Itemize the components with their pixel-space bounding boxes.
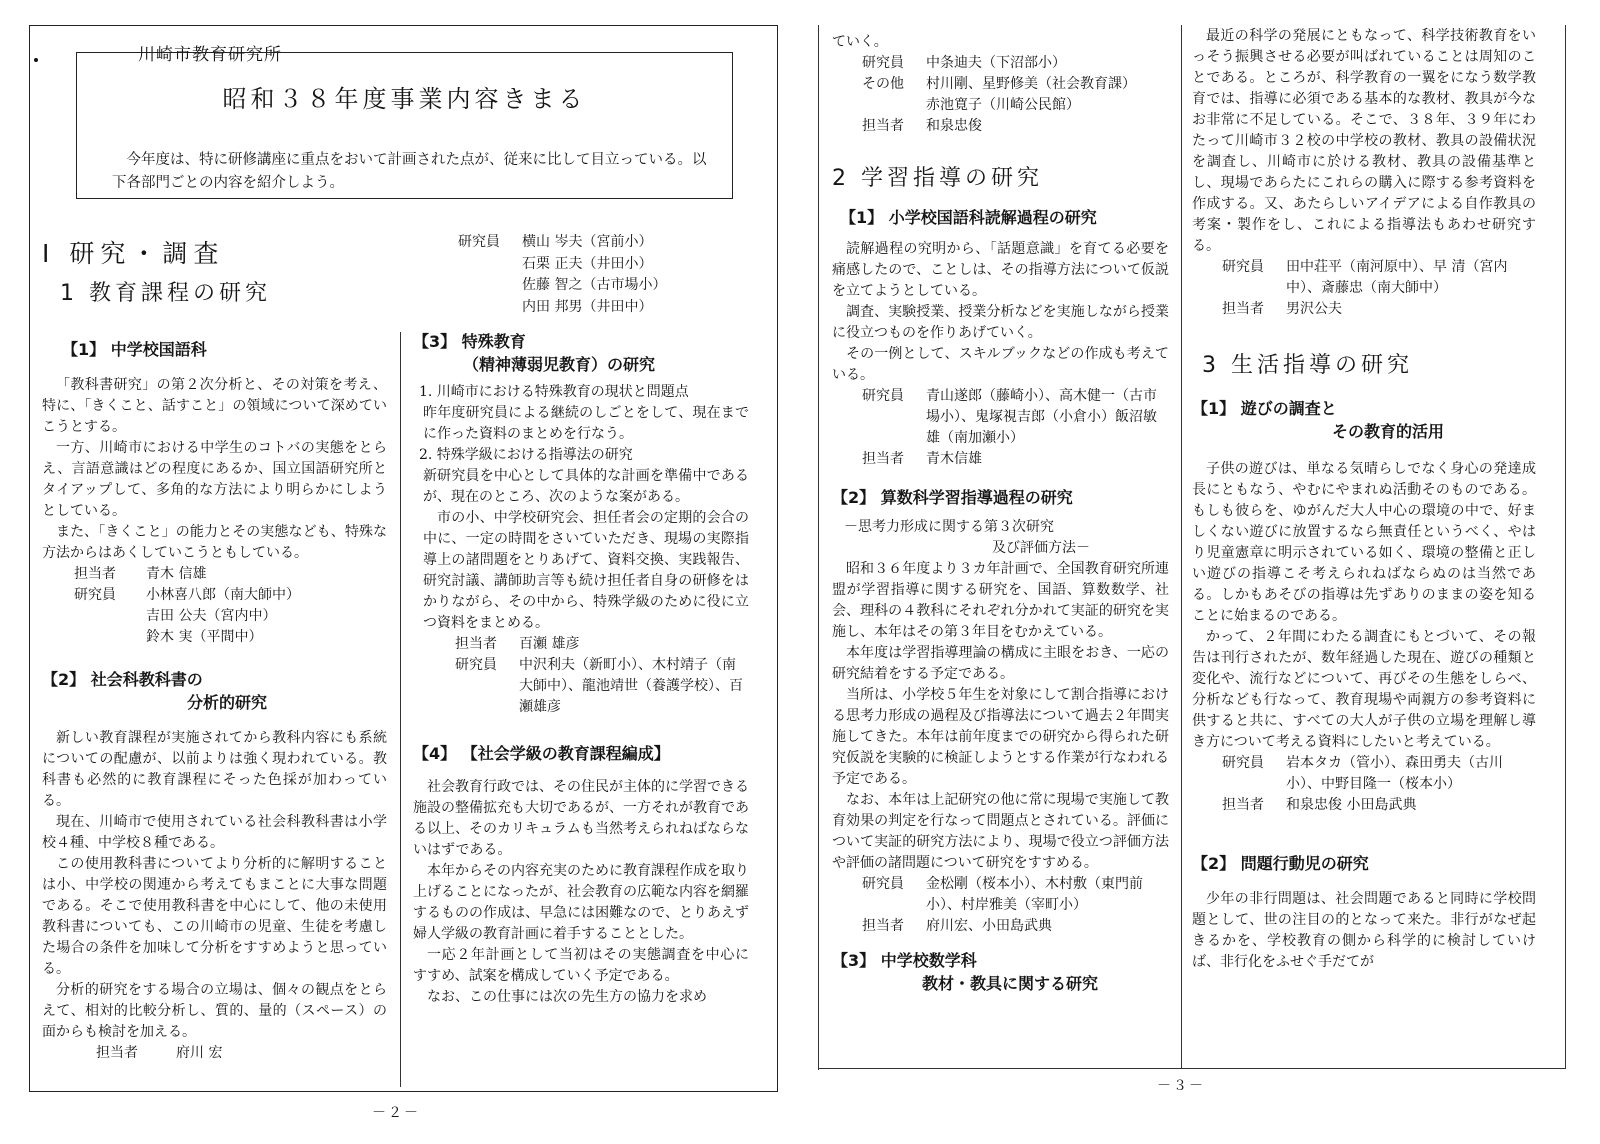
paragraph: 昭和３６年度より３カ年計画で、全国教育研究所連盟が学習指導に関する研究を、国語、算数数学、社会、理科の４教科にそれぞれ分かれて実証的研究を実施し、本年はその第３年目をむかえている。 [832,561,1169,640]
subsection-title: 【4】 【社会学級の教育課程編成】 [413,744,670,763]
paragraph: その一例として、スキルブックなどの作成も考えている。 [832,346,1169,383]
paragraph: 少年の非行問題は、社会問題であると同時に学校問題として、世の注目の的となって来た。非行がなぜ起きるかを、学校教育の側から科学的に検討していけば、非行化をふせぐ手だてが [1192,891,1536,970]
staff-list [74,564,387,648]
subsection-title-line: （精神薄弱児教育）の研究 [463,355,656,374]
staff-name: 田中荘平（南河原中）、早 清（宮内中）、斎藤忠（南大師中） [1286,259,1508,296]
staff-name: 男沢公夫 [1286,301,1342,317]
column-2 [413,330,749,1008]
paragraph: また、「きくこと」の能力とその実態なども、特殊な方法からはあくしていこうともしている。 [42,524,387,561]
staff-name: 鈴木 実（平間中） [146,629,263,645]
subsection-title-line: 【2】 社会科教科書の [42,670,203,689]
staff-role: 担当者 [862,918,904,934]
paragraph: 本年度は学習指導理論の構成に主眼をおき、一応の研究結着をする予定である。 [832,645,1169,682]
staff-name: 小林喜八郎（南大師中） [146,587,300,603]
staff-role: 研究員 [74,587,116,603]
staff-name: 佐藤 智之（古市場小） [522,277,667,293]
staff-name: 内田 邦男（井田中） [522,298,653,315]
paragraph: 一方、川崎市における中学生のコトバの実態をとらえ、言語意識はどの程度にあるか、国立国語研究所とタイアップして、多角的な方法により明らかにしようとしている。 [42,440,387,519]
list-item-body: 新研究員を中心として具体的な計画を準備中であるが、現在のところ、次のような案がある。 [423,468,749,505]
staff-role [74,627,146,648]
title-box [76,52,733,199]
intro-text: 今年度は、特に研修講座に重点をおいて計画された点が、従来に比して目立っている。以下各部門ごとの内容を紹介しよう。 [112,152,707,191]
staff-name: 百瀬 雄彦 [519,636,580,652]
subtitle-line: 及び評価方法－ [992,540,1090,556]
staff-role: 研究員 [862,55,904,71]
staff-role: 研究員 [455,657,497,673]
paragraph: 新しい教育課程が実施されてから教科内容にも系統についての配慮が、以前よりは強く現われている。教科書も必然的に教育課程にそった色採が加わっている。 [42,730,387,809]
list-item-body: 昨年度研究員による継続のしごとをして、現在までに作った資料のまとめを行なう。 [423,405,749,442]
staff-role [74,606,146,627]
paragraph: 現在、川崎市で使用されている社会科教科書は小学校４種、中学校８種である。 [42,814,387,851]
paragraph: なお、この仕事には次の先生方の協力を求め [427,989,707,1005]
staff-name: 吉田 公夫（宮内中） [146,608,277,624]
staff-list [1222,257,1536,320]
top-staff-block [458,232,748,318]
staff-role: 研究員 [1222,259,1264,275]
paragraph: 本年からその内容充実のために教育課程作成を取り上げることになったが、社会教育の広範な内容を網羅するものの作成は、早急には困難なので、とりあえず婦人学級の教育計画に着手することとした。 [413,863,749,942]
paragraph: 子供の遊びは、単なる気晴らしでなく身心の発達成長にともなう、やむにやまれぬ活動そのものである。もしも彼らを、ゆがんだ大人中心の環境の中で、好ましくない遊びに放置するなら無責任というべく、やはり児童憲章に明示されている如く、環境の整備と正しい遊びの指導こそ考えられねばならぬのは当然である。しかもあそびの指導は先ずありのままの姿を知ることに始まるのである。 [1192,461,1536,624]
staff-name: 中沢利夫（新町小）、木村靖子（南大師中）、龍池靖世（養護学校）、百瀬雄彦 [519,657,743,715]
staff-role: 研究員 [1222,755,1264,771]
subsection-title [1192,397,1536,443]
paragraph: 市の小、中学校研究会、担任者会の定期的会合の中に、一定の時間をさいていただき、現場の実際指導上の諸問題をとりあげて、資料交換、実践報告、研究討議、講師助言等も続け担任者自身の研修をはかりながら、その中から、特殊学級のために役に立つ資料をまとめる。 [423,510,749,631]
subsection-title: 【2】 問題行動児の研究 [1192,854,1369,873]
staff-list [862,53,1169,137]
staff-role: 担当者 [455,636,497,652]
column-4 [1192,26,1536,973]
staff-role: 研究員 [458,234,500,250]
subsection-title-line: 教材・教具に関する研究 [922,974,1099,993]
section-heading-I: Ⅰ 研究・調査 [42,239,225,268]
staff-name: 青木信雄 [926,451,982,467]
column-rule [1181,25,1182,1068]
subsection-title: 【2】 算数科学習指導過程の研究 [832,488,1073,507]
staff-list [1222,753,1536,816]
subsection-title [413,330,749,376]
subsection-title: 【1】 中学校国語科 [62,340,207,359]
paragraph: 「教科書研究」の第２次分析と、その対策を考え、特に、「きくこと、話すこと」の領域について深めていこうとする。 [42,377,387,435]
staff-name: 横山 岑夫（宮前小） [522,234,653,250]
staff-list [862,874,1169,937]
staff-name: 青山遂郎（藤崎小）、高木健一（古市場小）、鬼塚視吉郎（小倉小）飯沼敏雄（南加瀬小） [926,388,1157,446]
staff-list [862,386,1169,470]
section-heading-1: 1 教育課程の研究 [60,281,271,306]
subsection-title: 【1】 小学校国語科読解過程の研究 [840,208,1097,227]
page-number: －３－ [1157,1078,1205,1094]
staff-name: 石栗 正夫（井田小） [522,255,653,272]
paragraph: 当所は、小学校５年生を対象にして割合指導における思考力形成の過程及び指導法について過去２年間実施してきた。本年は前年度までの研究から得られた研究仮説を実験的に検証しようとする作業が行なわれる予定である。 [832,687,1169,787]
margin-mark [34,58,38,62]
page-number: －２－ [372,1105,420,1121]
page-title: 昭和３８年度事業内容きまる [222,85,587,113]
paragraph: 最近の科学の発展にともなって、科学技術教育をいっそう振興させる必要が叫ばれていることは周知のことである。ところが、科学教育の一翼をになう数学教育では、指導に必須である基本的な教材、教具が今なお非常に不足している。そこで、３８年、３９年にわたって川崎市３２校の中学校の教材、教具の設備状況を調査し、川崎市に於ける教材、教具の設備基準とし、現場であらたにこれらの購入に際する参考資料を作成する。又、あたらしいアイデアによる自作教具の考案・製作をし、これによる指導法もあわせ研究する。 [1192,28,1536,254]
paragraph: なお、本年は上記研究の他に常に現場で実施して教育効果の判定を行なって問題点とされている。評価について実証的研究方法により、現場で役立つ評価方法や評価の諸問題について研究をすすめる。 [832,792,1169,871]
paragraph: 読解過程の究明から、「話題意識」を育てる必要を痛感したので、ことしは、その指導方法について仮説を立てようとしている。 [832,241,1169,299]
staff-list [96,1043,387,1064]
staff-name: 村川剛、星野修美（社会教育課） [926,76,1136,92]
subtitle-line: －思考力形成に関する第３次研究 [844,519,1054,535]
staff-name: 岩本タカ（管小）、森田勇夫（古川小）、中野目隆一（桜本小） [1286,755,1503,792]
staff-role: 担当者 [862,118,904,134]
column-rule [400,332,401,1087]
staff-role: 研究員 [862,388,904,404]
right-page-edge [818,25,819,1070]
paragraph: 分析的研究をする場合の立場は、個々の観点をとらえて、相対的比較分析し、質的、量的（スペース）の面からも検討を加える。 [42,982,387,1040]
staff-role: その他 [862,76,904,92]
staff-name: 金松剛（桜本小）、木村敷（東門前小）、村岸雅美（宰町小） [926,876,1143,913]
paragraph: かって、２年間にわたる調査にもとづいて、その報告は刊行されたが、数年経過した現在、遊びの種類と変化や、流行などについて、再びその生態をしらべ、分析なども行なって、教育現場や両親方の参考資料に供すると共に、すべての大人が子供の立場を理解し導き方について考える資料にしたいと考えている。 [1192,629,1536,750]
staff-name: 府川 宏 [176,1045,223,1061]
column-1 [42,338,387,1064]
paragraph: 社会教育行政では、その住民が主体的に学習できる施設の整備拡充も大切であるが、一方それが教育である以上、そのカリキュラムも当然考えられねばならないはずである。 [413,779,749,858]
staff-name: 和泉忠俊 小田島武典 [1286,797,1417,813]
list-item-heading: 1. 川崎市における特殊教育の現状と問題点 [419,384,689,400]
staff-role: 担当者 [1222,301,1264,317]
section-heading-3: 3 生活指導の研究 [1202,353,1413,378]
subsection-title [42,668,387,714]
staff-name: 赤池寛子（川崎公民館） [926,97,1080,113]
subsection-title [832,949,1169,995]
staff-role: 担当者 [96,1045,138,1061]
staff-role: 担当者 [1222,797,1264,813]
paragraph: この使用教科書についてより分析的に解明することは小、中学校の関連から考えてもまことに大事な問題である。そこで使用教科書を中心にして、他の未使用教科書についても、この川崎市の児童、生徒を考慮した場合の条件を加味して分析をすすめようと思っている。 [42,856,387,977]
paragraph: 一応２年計画として当初はその実態調査を中心にすすめ、試案を構成していく予定である。 [413,947,749,984]
list-item-heading: 2. 特殊学級における指導法の研究 [419,447,633,463]
subsection-title-line: 分析的研究 [187,693,268,712]
subsection-title-line: 【3】 中学校数学科 [832,951,977,970]
subsection-title-line: 【1】 遊びの調査と [1192,399,1337,418]
staff-name: 青木 信雄 [146,566,207,582]
staff-name: 和泉忠俊 [926,118,982,134]
staff-role: 担当者 [862,451,904,467]
paragraph: 調査、実験授業、授業分析などを実施しながら授業に役立つものを作りあげていく。 [832,304,1169,341]
section-heading-2: 2 学習指導の研究 [832,166,1043,191]
staff-role [862,95,926,116]
staff-role: 担当者 [74,566,116,582]
right-page-edge [1565,25,1566,1069]
staff-list [455,634,749,718]
subsection-title-line: 【3】 特殊教育 [413,332,526,351]
staff-role: 研究員 [862,876,904,892]
org-name: 川崎市教育研究所 [132,40,288,65]
staff-name: 中条迪夫（下沼部小） [926,55,1066,71]
paragraph-continuation: ていく。 [832,34,888,50]
staff-name: 府川宏、小田島武典 [926,918,1052,934]
subsection-title-line: その教育的活用 [1332,422,1445,441]
right-page-bottom-rule [818,1068,1566,1069]
column-3 [832,32,1169,995]
